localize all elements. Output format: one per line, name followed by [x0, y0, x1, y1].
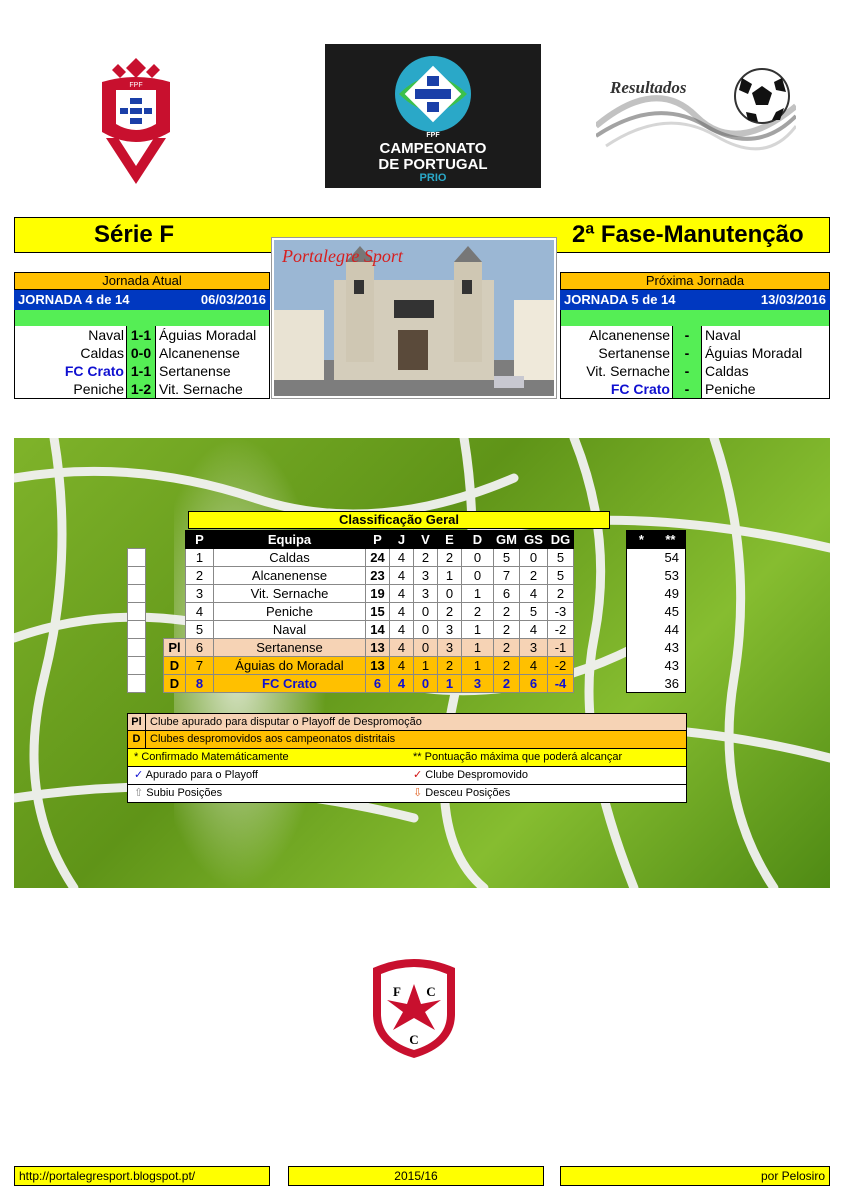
table-cell: 5: [520, 603, 548, 621]
campeonato-logo: [325, 44, 541, 188]
match-row: [15, 362, 269, 380]
score: 0-0: [127, 344, 155, 362]
table-cell: Subiu Posições: [146, 787, 223, 799]
row-tag: Pl: [164, 639, 186, 657]
col-pos: P: [186, 531, 214, 549]
col-team: Equipa: [214, 531, 366, 549]
table-cell: 4: [520, 585, 548, 603]
home-team: Naval: [15, 326, 127, 344]
table-cell: 2: [462, 603, 494, 621]
table-cell: 2: [438, 657, 462, 675]
svg-text:FPF: FPF: [129, 82, 143, 89]
table-cell: 4: [520, 621, 548, 639]
table-cell: 1: [186, 549, 214, 567]
table-cell: 0: [414, 675, 438, 693]
table-cell: 1: [438, 567, 462, 585]
table-cell: -3: [548, 603, 574, 621]
table-cell: Peniche: [214, 603, 366, 621]
table-cell: 6: [366, 675, 390, 693]
away-team: Caldas: [701, 362, 829, 380]
current-matches: [14, 326, 270, 399]
home-team: FC Crato: [15, 362, 127, 380]
col-wins: V: [414, 531, 438, 549]
table-cell: 5: [548, 567, 574, 585]
match-row: [561, 362, 829, 380]
match-row: [15, 380, 269, 398]
table-cell: Sertanense: [214, 639, 366, 657]
table-cell: 4: [390, 657, 414, 675]
row-tag: D: [164, 675, 186, 693]
green-spacer: [560, 310, 830, 326]
table-cell: 15: [366, 603, 390, 621]
away-team: Águias Moradal: [155, 326, 269, 344]
table-cell: Alcanenense: [214, 567, 366, 585]
logo-letter-f: F: [393, 984, 401, 999]
resultados-logo: [596, 66, 796, 156]
table-cell: 49: [656, 585, 686, 603]
match-row: [15, 344, 269, 362]
score: 1-1: [127, 362, 155, 380]
table-cell: 13: [366, 657, 390, 675]
match-row: [561, 380, 829, 398]
table-cell: 2015/16: [394, 1169, 438, 1183]
home-team: FC Crato: [561, 380, 673, 398]
table-cell: * Confirmado Matemáticamente: [134, 751, 289, 763]
legend-arrows-row: [127, 785, 687, 803]
table-cell: 4: [390, 549, 414, 567]
green-spacer: [14, 310, 270, 326]
table-cell: 44: [656, 621, 686, 639]
score: -: [673, 362, 701, 380]
row-tag: D: [164, 657, 186, 675]
table-cell: 1: [414, 657, 438, 675]
table-cell: 7: [186, 657, 214, 675]
table-cell: Desceu Posições: [425, 787, 511, 799]
table-cell: 0: [462, 567, 494, 585]
table-cell: 2: [494, 621, 520, 639]
check-icon: ✓: [413, 769, 423, 781]
table-cell: 19: [366, 585, 390, 603]
legend-notes-row: [127, 749, 687, 767]
standings-table: [127, 530, 574, 693]
table-cell: 3: [462, 675, 494, 693]
table-cell: 0: [414, 621, 438, 639]
table-cell: -1: [548, 639, 574, 657]
table-cell: 2: [494, 639, 520, 657]
table-cell: 1: [462, 639, 494, 657]
table-cell: 0: [414, 603, 438, 621]
table-cell: -4: [548, 675, 574, 693]
current-jornada-header: [14, 290, 270, 310]
footer-author: [560, 1166, 830, 1186]
home-team: Alcanenense: [561, 326, 673, 344]
next-jornada-date: 13/03/2016: [760, 292, 826, 307]
away-team: Sertanense: [155, 362, 269, 380]
away-team: Alcanenense: [155, 344, 269, 362]
table-row: [128, 621, 574, 639]
table-cell: 0: [462, 549, 494, 567]
table-cell: 45: [656, 603, 686, 621]
match-row: [561, 344, 829, 362]
table-cell: 3: [414, 567, 438, 585]
legend-icons-row: [127, 767, 687, 785]
score: -: [673, 344, 701, 362]
table-cell: 1: [462, 585, 494, 603]
legend-playoff-row: [127, 713, 687, 731]
table-cell: 2: [548, 585, 574, 603]
score: -: [673, 380, 701, 398]
table-cell: 4: [390, 603, 414, 621]
table-cell[interactable]: http://portalegresport.blogspot.pt/: [19, 1169, 196, 1183]
next-jornada-panel: [560, 272, 830, 399]
col-goals-for: GM: [494, 531, 520, 549]
table-cell: 1: [462, 657, 494, 675]
col-goal-diff: DG: [548, 531, 574, 549]
table-cell: Caldas: [214, 549, 366, 567]
current-jornada-title: Jornada Atual: [14, 272, 270, 290]
score: -: [673, 326, 701, 344]
table-cell: 3: [438, 621, 462, 639]
table-cell: 5: [494, 549, 520, 567]
current-jornada-panel: [14, 272, 270, 399]
table-cell: 1: [462, 621, 494, 639]
table-row: [128, 549, 574, 567]
col-confirmed: *: [627, 531, 656, 549]
next-jornada-number: JORNADA 5 de 14: [564, 292, 676, 307]
table-cell: 6: [520, 675, 548, 693]
table-cell: 5: [548, 549, 574, 567]
table-cell: 6: [494, 585, 520, 603]
col-draws: E: [438, 531, 462, 549]
table-cell: 13: [366, 639, 390, 657]
table-cell: 4: [520, 657, 548, 675]
score: 1-2: [127, 380, 155, 398]
standings-header-row: [128, 531, 574, 549]
table-cell: 0: [438, 585, 462, 603]
col-points: P: [366, 531, 390, 549]
table-cell: Naval: [214, 621, 366, 639]
footer-season: [288, 1166, 544, 1186]
photo-caption: Portalegre Sport: [282, 246, 403, 266]
table-cell: -2: [548, 657, 574, 675]
table-row: [128, 603, 574, 621]
table-cell: ** Pontuação máxima que poderá alcançar: [413, 751, 623, 763]
table-cell: 4: [390, 675, 414, 693]
table-cell: Vit. Sernache: [214, 585, 366, 603]
logo-letter-c: C: [426, 984, 436, 999]
standings-title: Classificação Geral: [188, 511, 610, 529]
table-cell: 43: [656, 657, 686, 675]
table-cell: 1: [438, 675, 462, 693]
away-team: Águias Moradal: [701, 344, 829, 362]
table-cell: 23: [366, 567, 390, 585]
next-jornada-title: Próxima Jornada: [560, 272, 830, 290]
table-cell: 2: [186, 567, 214, 585]
table-cell: 54: [656, 549, 686, 567]
away-team: Naval: [701, 326, 829, 344]
table-row: [128, 567, 574, 585]
home-team: Sertanense: [561, 344, 673, 362]
table-cell: Clube Despromovido: [425, 769, 528, 781]
table-cell: -2: [548, 621, 574, 639]
check-icon: ✓: [134, 769, 144, 781]
table-cell: 53: [656, 567, 686, 585]
score: 1-1: [127, 326, 155, 344]
table-cell: D: [128, 731, 146, 748]
fc-crato-logo: [369, 950, 459, 1060]
table-cell: 3: [520, 639, 548, 657]
home-team: Vit. Sernache: [561, 362, 673, 380]
table-cell: 2: [494, 675, 520, 693]
logo-prio: PRIO: [419, 172, 447, 184]
table-cell: Clube apurado para disputar o Playoff de Despromoção: [150, 716, 422, 728]
table-row: [128, 585, 574, 603]
next-jornada-header: [560, 290, 830, 310]
table-cell: FC Crato: [214, 675, 366, 693]
table-cell: Pl: [128, 714, 146, 730]
legend-relegated-row: [127, 731, 687, 749]
table-cell: 2: [494, 603, 520, 621]
table-cell: 4: [390, 639, 414, 657]
arrow-up-icon: ⇧: [134, 787, 144, 799]
table-cell: 4: [390, 567, 414, 585]
table-cell: Clubes despromovidos aos campeonatos distritais: [150, 733, 396, 745]
table-cell: 3: [414, 585, 438, 603]
table-cell: 8: [186, 675, 214, 693]
table-cell: 2: [438, 549, 462, 567]
table-cell: 3: [438, 639, 462, 657]
table-cell: 43: [656, 639, 686, 657]
match-row: [561, 326, 829, 344]
table-row: [128, 657, 574, 675]
footer-url-link[interactable]: [14, 1166, 270, 1186]
legend: [127, 713, 687, 803]
away-team: Vit. Sernache: [155, 380, 269, 398]
logo-de-portugal: DE PORTUGAL: [378, 156, 488, 173]
logo-campeonato: CAMPEONATO: [379, 140, 487, 157]
table-cell: 5: [186, 621, 214, 639]
serie-title: Série F: [94, 221, 175, 248]
table-cell: 2: [520, 567, 548, 585]
table-cell: 2: [438, 603, 462, 621]
table-cell: 2: [414, 549, 438, 567]
match-row: [15, 326, 269, 344]
table-cell: 4: [390, 585, 414, 603]
table-row: [128, 675, 574, 693]
table-cell: 0: [520, 549, 548, 567]
current-jornada-date: 06/03/2016: [200, 292, 266, 307]
table-cell: 7: [494, 567, 520, 585]
fpf-logo: [96, 54, 176, 186]
table-cell: 4: [390, 621, 414, 639]
col-played: J: [390, 531, 414, 549]
table-cell: 4: [186, 603, 214, 621]
table-cell: 36: [656, 675, 686, 693]
table-row: [128, 639, 574, 657]
table-cell: 3: [186, 585, 214, 603]
table-cell: 0: [414, 639, 438, 657]
home-team: Peniche: [15, 380, 127, 398]
logo-fpf: FPF: [426, 132, 440, 139]
table-cell: Águias do Moradal: [214, 657, 366, 675]
away-team: Peniche: [701, 380, 829, 398]
portalegre-photo: [272, 238, 556, 398]
current-jornada-number: JORNADA 4 de 14: [18, 292, 130, 307]
table-cell: por Pelosiro: [760, 1169, 825, 1183]
table-cell: 6: [186, 639, 214, 657]
table-cell: 14: [366, 621, 390, 639]
max-points-table: [626, 530, 686, 693]
col-goals-against: GS: [520, 531, 548, 549]
logo-letter-c2: C: [409, 1032, 419, 1047]
arrow-down-icon: ⇩: [413, 787, 423, 799]
home-team: Caldas: [15, 344, 127, 362]
table-cell: Apurado para o Playoff: [145, 769, 258, 781]
fase-title: 2ª Fase-Manutenção: [572, 221, 804, 248]
next-matches: [560, 326, 830, 399]
col-losses: D: [462, 531, 494, 549]
col-max-points: **: [656, 531, 686, 549]
resultados-title: Resultados: [610, 78, 687, 97]
table-cell: 24: [366, 549, 390, 567]
table-cell: 2: [494, 657, 520, 675]
